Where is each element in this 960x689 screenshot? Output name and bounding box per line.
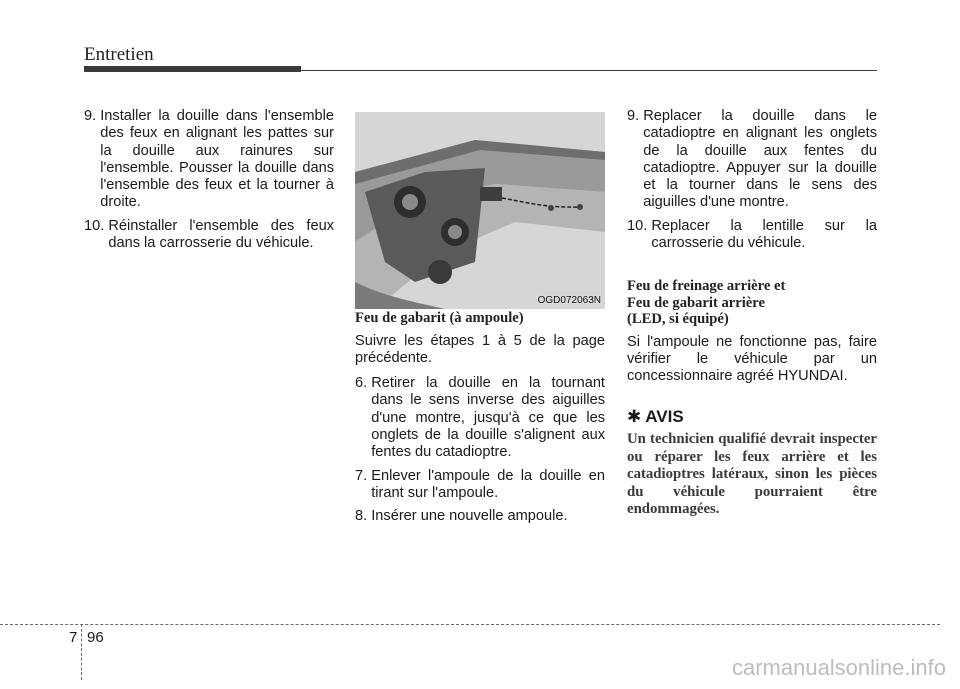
step-text: Insérer une nouvelle ampoule. <box>371 508 568 525</box>
step-text: Installer la douille dans l'ensemble des feux en alignant les pattes sur la douille aux rainures sur l'ensemble. Pousser la douille dans l'ensemble des feux et la tourner à droite. <box>100 108 334 211</box>
section-title: Entretien <box>84 44 154 65</box>
page-number: 96 <box>87 629 104 646</box>
info-paragraph: Si l'ampoule ne fonctionne pas, faire vérifier le véhicule par un concessionnaire agréé HYUNDAI. <box>627 333 877 385</box>
watermark: carmanualsonline.info <box>731 655 946 680</box>
lamp-illustration <box>355 112 605 309</box>
step-number: 6. <box>355 375 372 392</box>
notice-heading <box>627 408 877 425</box>
intro-paragraph: Suivre les étapes 1 à 5 de la page précédente. <box>355 332 605 366</box>
step-item <box>84 108 334 212</box>
column-right <box>627 108 877 519</box>
step-number: 7. <box>355 467 372 484</box>
step-item <box>355 375 605 461</box>
notice-title: AVIS <box>645 406 684 426</box>
step-number: 9. <box>627 108 644 124</box>
step-number: 9. <box>84 108 101 124</box>
subsection-heading <box>627 278 877 328</box>
chapter-number: 7 <box>69 629 78 646</box>
column-middle <box>355 310 605 531</box>
notice-text: Un technicien qualifié devrait inspecter ou réparer les feux arrière et les catadioptres latéraux, sinon les pièces du véhicule pourraient être endommagées. <box>627 431 877 518</box>
step-item <box>84 218 334 253</box>
step-number: 10. <box>627 217 652 234</box>
subhead-line: Feu de freinage arrière et <box>627 278 786 295</box>
footer-rule <box>0 624 940 625</box>
header-rule-thin <box>301 70 877 71</box>
step-item <box>627 218 877 253</box>
step-text: Replacer la lentille sur la carrosserie du véhicule. <box>651 217 877 252</box>
subhead-line: (LED, si équipé) <box>627 311 729 328</box>
step-text: Retirer la douille en la tournant dans le sens inverse des aiguilles d'une montre, jusqu'à ce que les onglets de la douille s'alignent aux fentes du catadioptre. <box>371 375 605 461</box>
step-text: Enlever l'ampoule de la douille en tirant sur l'ampoule. <box>371 467 605 501</box>
step-item <box>355 508 605 525</box>
step-text: Réinstaller l'ensemble des feux dans la carrosserie du véhicule. <box>108 217 334 252</box>
asterisk-icon: ✱ <box>627 406 642 426</box>
header-rule-thick <box>84 66 301 72</box>
subhead-line: Feu de gabarit arrière <box>627 294 765 311</box>
column-left <box>84 108 334 258</box>
step-item <box>355 468 605 503</box>
figure-code: OGD072063N <box>537 295 601 306</box>
step-number: 10. <box>84 217 109 234</box>
subsection-heading: Feu de gabarit (à ampoule) <box>355 310 524 326</box>
step-text: Replacer la douille dans le catadioptre en alignant les onglets de la douille aux fentes du catadioptre. Appuyer sur la douille et la tourner dans le sens des aiguilles d'une montre. <box>643 108 877 211</box>
step-number: 8. <box>355 508 372 525</box>
tail-lamp-figure <box>355 112 605 309</box>
step-item <box>627 108 877 212</box>
footer-divider <box>81 624 82 680</box>
